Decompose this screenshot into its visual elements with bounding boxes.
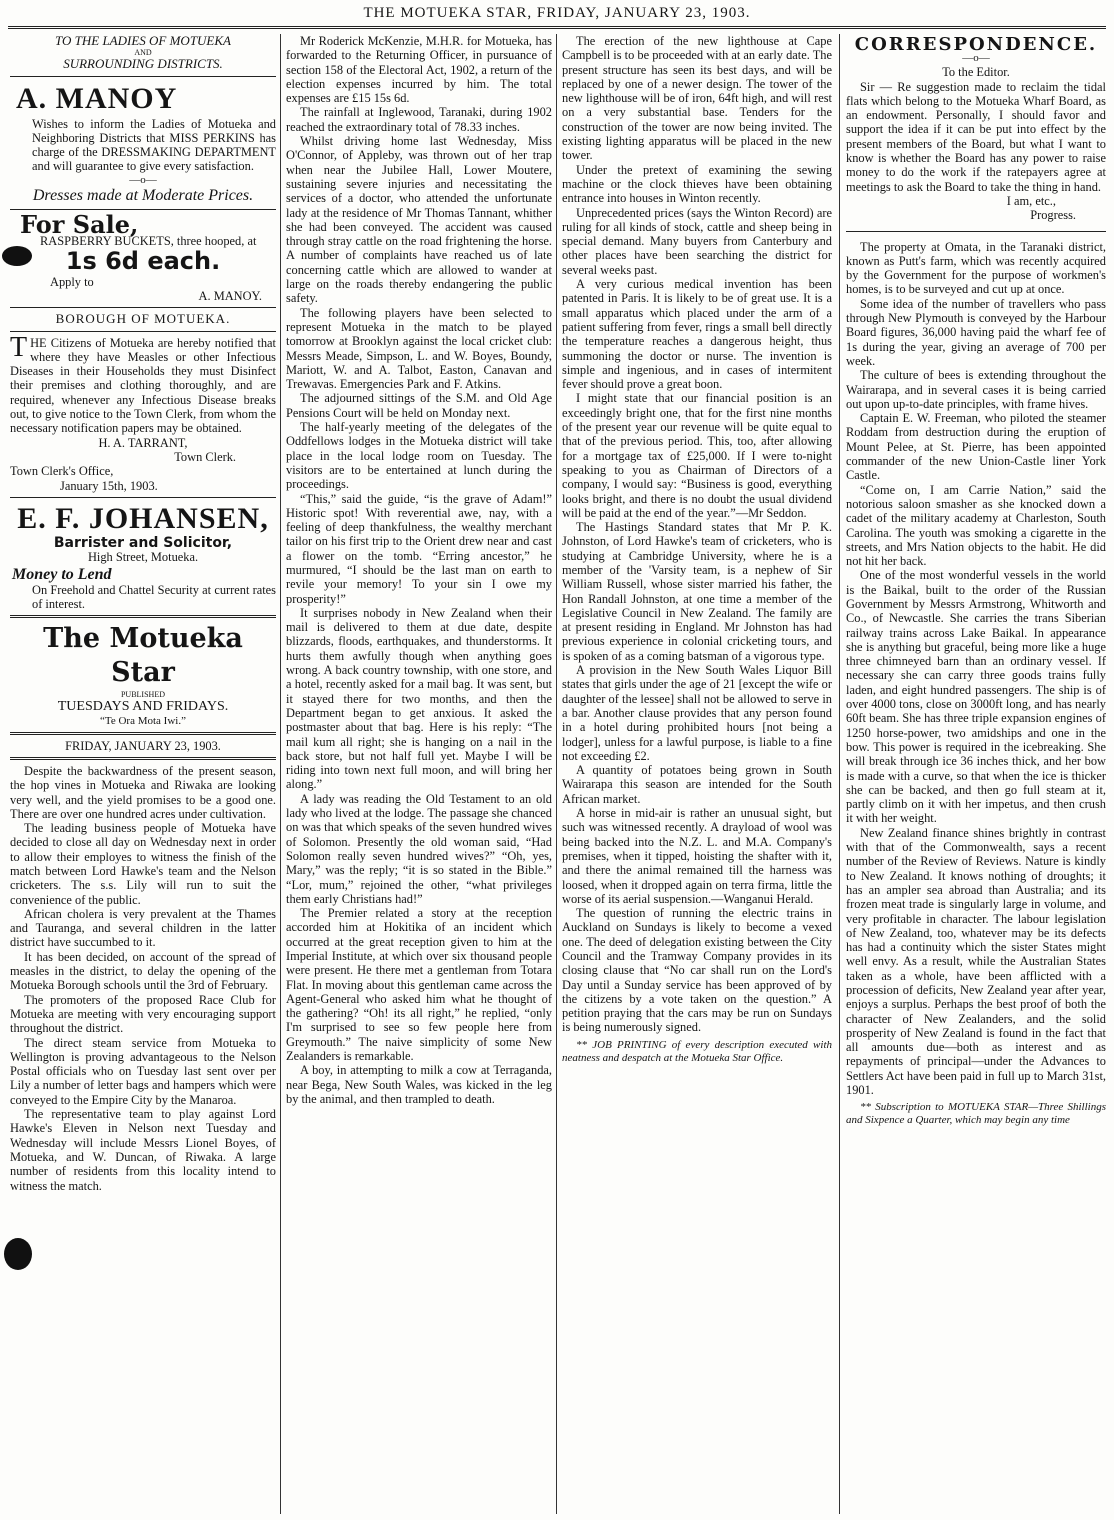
article-paragraph: It surprises nobody in New Zealand when their mail is delivered to them at due date, despite blizzards, floods, earthquakes, and thunderstorms. It hurts them awfully though when anything goes wrong. A back country township, with one store, and a hotel, recently asked for a mail bag. It was sent, but it stayed there for two months, and then the Department began to get anxious. It asked the postmaster about that bag. Here is his reply: “The mail kum all right; she is hanging on a nail in the back store, but not half full yet. Maybe I will be riding into town next full moon, and will bring her along.” [286, 605, 552, 792]
drop-cap: T [10, 331, 28, 363]
bucket-price: 1s 6d each. [65, 247, 221, 276]
column-4-articles [846, 240, 1106, 1098]
article-paragraph: The leading business people of Motueka have decided to close all day on Wednesday next in order to allow their employes to witness the finish of the match between Lord Hawke's team and the Nelson cricketers. The s.s. Lily will run to suit the convenience of the public. [10, 821, 276, 907]
high-street: High Street, Motueka. [87, 550, 199, 565]
separator: —o— [129, 173, 157, 186]
barrister-title: Barrister and Solicitor, [53, 534, 233, 551]
article-paragraph: I might state that our financial position is an exceedingly bright one, that for the first nine months of the present year our revenue will be quite equal to that of the previous period. This, too, after allowing for a mortgage tax of £25,000. If I were to-night speaking to you as Chairman of Directors of a company, I would say: “Business is good, everything looks bright, and there is no doubt the usual dividend will be paid at the end of the year.”—Mr Seddon. [562, 391, 832, 520]
article-paragraph: The adjourned sittings of the S.M. and Old Age Pensions Court will be held on Monday next. [286, 391, 552, 420]
article-paragraph: A provision in the New South Wales Liquor Bill states that girls under the age of 21 [except the wife or daughter of the lessee] shall not be allowed to serve in a bar. Another clause provides that any person found in a hotel during prohibited hours [not being a lodger], unless for a lawful purpose, is liable to a fine not exceeding £2. [562, 663, 832, 763]
article-paragraph: The rainfall at Inglewood, Taranaki, during 1902 reached the extraordinary total of 78.33 inches. [286, 105, 552, 134]
article-paragraph: “This,” said the guide, “is the grave of Adam!” Historic spot! With reverential awe, nay, with a feeling of deep thankfulness, the wealthy merchant tailor on his first trip to the Orient drew near and cast a flower on the tomb. “Erring ancestor,” he murmured, “I should be the last man on earth to revile your memory! To your sin I owe my prosperity!” [286, 491, 552, 606]
column-4 [846, 34, 1106, 1514]
article-paragraph: A lady was reading the Old Testament to an old lady who lived at the lodge. The passage she chanced on was that which speaks of the seven hundred wives of Solomon. Presently the old woman said, “Had Solomon really seven hundred wives?” “Oh, yes, Mary,” was the reply; “it is so stated in the Bible.” “Lor, mum,” rejoined the other, “what privileges them early Christians had!” [286, 791, 552, 906]
article-paragraph: The question of running the electric trains in Auckland on Sundays is likely to become a vexed one. The deed of delegation existing between the City Council and the Tramway Company provides in its closing clause that “No car shall run on the Lord's Day until a Sunday service has been approved of by the citizens by a vote taken on the question.” A petition praying that the cars may be run on Sundays is being numerously signed. [562, 906, 832, 1035]
apply-name: A. MANOY. [198, 288, 262, 303]
dresses-notice: Dresses made at Moderate Prices. [32, 186, 254, 204]
column-rule [839, 34, 840, 1514]
apply-to: Apply to [50, 274, 94, 289]
divider [10, 76, 276, 77]
article-paragraph: Mr Roderick McKenzie, M.H.R. for Motueka, has forwarded to the Returning Officer, in pursuance of section 158 of the Electoral Act, 1902, a return of the election expenses incurred by him. The total expenses are £15 15s 6d. [286, 34, 552, 106]
article-paragraph: The property at Omata, in the Taranaki district, known as Putt's farm, which was recently acquired by the Government for the purpose of workmen's homes, is to be surveyed and cut up at once. [846, 239, 1106, 297]
column-rule [280, 34, 281, 1514]
article-paragraph: The representative team to play against Lord Hawke's Eleven in Nelson next Tuesday and Wednesday will include Messrs Lionel Boyes, of Motueka, and W. Duncan, of Riwaka. A large number of residents from this locality intend to witness the match. [10, 1107, 276, 1193]
borough-notice: HE Citizens of Motueka are hereby notified that where they have Measles or other Infectious Diseases in their Households they must Disinfect their premises and clothing thoroughly, and are required, whenever any Infectious Disease breaks out, to give notice to the Town Clerk, from whom the necessary notification papers may be obtained. [10, 335, 276, 436]
job-printing-notice: ** JOB PRINTING of every description executed with neatness and despatch at the Motueka Star Office. [562, 1038, 832, 1064]
article-paragraph: A horse in mid-air is rather an unusual sight, but such was witnessed recently. A drayload of wool was being backed into the N.Z. L. and M.A. Company's premises, when it tipped, hoisting the shafter with it, and there the animal remained till the harness was loosed, when it dropped again on terra firma, little the worse of its aerial suspension.—Wanganui Herald. [562, 806, 832, 906]
divider [846, 231, 1106, 232]
article-paragraph: New Zealand finance shines brightly in contrast with that of the Commonwealth, says a recent number of the Review of Reviews. Nature is kindly to New Zealand. It knows nothing of droughts; it has an ampler sea abroad than Australia; and its frozen meat trade is singularly large in volume, and very profitable in character. The labour legislation of New Zealand, too, whatever may be its defects has had a continuity which the sister States might well envy. As a result, while the Australian States taken as a whole, have been afflicted with a procession of deficits, New Zealand year after year, enjoys a surplus. Perhaps the best proof of both the character of New Zealanders, and the solid prosperity of New Zealand is found in the fact that all amounts due—both as interest and as repayments of principal—under the Advances to Settlers Act have been paid in full up to March 31st, 1901. [846, 825, 1106, 1098]
article-paragraph: The Premier related a story at the reception accorded him at Hokitika of an incident which occurred at the great reception given to him at the Imperial Institute, at which over six thousand people were present. He there met a gentleman from Totara Flat. In moving about this gentleman came across the Agent-General who asked him what he thought of the gathering? “Oh! its all right,” he replied, “only I'm surprised to see so few people here from Greymouth.” The naive simplicity of some New Zealanders is remarkable. [286, 906, 552, 1064]
column-rule [556, 34, 557, 1514]
dressmaking-notice: Wishes to inform the Ladies of Motueka and Neighboring Districts that MISS PERKINS has charge of the DRESSMAKING DEPARTMENT and will guarantee to give every satisfaction. [32, 116, 276, 174]
article-paragraph: The culture of bees is extending throughout the Wairarapa, and in several cases it is being carried out upon up-to-date principles, with frame hives. [846, 368, 1106, 411]
article-paragraph: “Come on, I am Carrie Nation,” said the notorious saloon smasher as she knocked down a cadet of the military academy at Charleston, South Carolina. The youth was smoking a cigarette in the streets, and Mrs Nation objects to the habit. He did not hit her back. [846, 482, 1106, 569]
to-editor: To the Editor. [942, 65, 1010, 80]
money-text: On Freehold and Chattel Security at current rates of interest. [32, 582, 276, 612]
issue-date: FRIDAY, JANUARY 23, 1903. [65, 738, 221, 753]
masthead-rule [8, 26, 1106, 29]
buckets-text: RASPBERRY BUCKETS, three hooped, at [40, 234, 257, 249]
money-heading: Money to Lend [12, 566, 112, 584]
office-date: January 15th, 1903. [60, 478, 158, 493]
publication-days: TUESDAYS AND FRIDAYS. [57, 699, 229, 715]
column-1-articles [10, 764, 276, 1193]
article-paragraph: Captain E. W. Freeman, who piloted the steamer Roddam from destruction during the eruption of Mount Pelee, at St. Pierre, has been appointed commander of the new Union-Castle liner York Castle. [846, 411, 1106, 483]
article-paragraph: Despite the backwardness of the present season, the hop vines in Motueka and Riwaka are looking very well, and the yield promises to be a good one. There are over one hundred acres under cultivation. [10, 763, 276, 821]
article-paragraph: A quantity of potatoes being grown in South Wairarapa this season are intended for the South African market. [562, 763, 832, 806]
divider [10, 615, 276, 618]
correspondence-heading: CORRESPONDENCE. [854, 34, 1098, 55]
subscription-notice: ** Subscription to MOTUEKA STAR—Three Shillings and Sixpence a Quarter, which may begin any time [846, 1101, 1106, 1127]
ink-blot [2, 246, 32, 266]
ladies-line-1: TO THE LADIES OF MOTUEKA [55, 34, 231, 48]
article-paragraph: The following players have been selected to represent Motueka in the match to be played tomorrow at Brooklyn against the local cricket club: Messrs Meade, Simpson, L. and W. Boyes, Boundy, Mariott, W. and A. Talbot, Easton, Canavan and Trewavas. Emergencies Park and F. Atkins. [286, 305, 552, 392]
article-paragraph: A very curious medical invention has been patented in Paris. It is likely to be of great use. It is a small apparatus which placed under the arm of a patient suffering from fever, rings a small bell directly the temperature reaches a dangerous height, thus summoning the doctor or nurse. The invention is simple and ingenious, and in cases of intermitent fever should prove a great boon. [562, 277, 832, 392]
borough-heading: BOROUGH OF MOTUEKA. [55, 311, 231, 327]
column-3-articles [562, 34, 832, 1035]
letter-sign-2: Progress. [1030, 208, 1076, 223]
article-paragraph: Whilst driving home last Wednesday, Miss O'Connor, of Appleby, was thrown out of her trap when near the Jubilee Hall, Lower Moutere, sustaining severe injuries and necessitating the services of a doctor, who attended the unfortunate lady at the residence of Mr Thomas Tannant, whither she had been conveyed. The accident was caused through stray cattle on the road frightening the horse. A number of complaints have reached us of late concerning cattle which are allowed to wander at large on the roads thereby endangering the public safety. [286, 134, 552, 306]
column-2 [286, 34, 552, 1514]
ladies-line-2: SURROUNDING DISTRICTS. [63, 56, 223, 72]
divider [10, 732, 276, 735]
article-paragraph: Unprecedented prices (says the Winton Record) are ruling for all kinds of stock, cattle and sheep being in special demand. Many buyers from Canterbury and other places have been searching the district for several weeks past. [562, 205, 832, 277]
article-paragraph: The erection of the new lighthouse at Cape Campbell is to be proceeded with at an early date. The present structure has seen its best days, and will be replaced by one of a newer design. The tower of the new lighthouse will be of iron, 64ft high, and will rest on a very substantial base. Tenders for the construction of the tower are now being invited. The existing lighting apparatus will be placed in the new tower. [562, 34, 832, 163]
article-paragraph: The half-yearly meeting of the delegates of the Oddfellows lodges in the Motueka district will take place in the local lodge room on Tuesday. The visitors are to be entertained at lunch during the proceedings. [286, 420, 552, 492]
masthead: THE MOTUEKA STAR, FRIDAY, JANUARY 23, 1903. [363, 5, 751, 21]
article-paragraph: The Hastings Standard states that Mr P. K. Johnston, of Lord Hawke's team of cricketers, who is studying at Cambridge University, where he is a member of the 'Varsity team, is a nephew of Sir William Russell, whose sister married his father, the Hon Randall Johnston, at one time a member of the Legislative Council in New Zealand. The family are at present residing in England. Mr Johnston has had previous experience in colonial cricketing tours, and is spoken of as a coming batsman of a vigorous type. [562, 520, 832, 663]
star-title: The Motueka Star [43, 623, 243, 689]
divider [10, 331, 276, 332]
article-paragraph: It has been decided, on account of the spread of measles in the district, to delay the opening of the Motueka Borough schools until the 3rd of February. [10, 949, 276, 993]
ladies-and: AND [134, 48, 152, 58]
town-clerk-title: Town Clerk. [174, 449, 236, 464]
motto: “Te Ora Mota Iwi.” [100, 714, 186, 727]
advertiser-name: A. MANOY [16, 81, 178, 115]
ink-blot [4, 1238, 32, 1270]
article-paragraph: Under the pretext of examining the sewing machine or the clock thieves have been obtaining entrance into houses in Winton recently. [562, 162, 832, 206]
letter-text: Sir — Re suggestion made to reclaim the tidal flats which belong to the Motueka Wharf Board, as an endowment. Personally, I should favor and support the idea if it can be put into effect by the present members of the Board, but what I want to know is whether the Board has any power to raise money to do the work if the ratepayers agree at meetings to ask the Board to take the thing in hand. [846, 79, 1106, 194]
letter-sign-1: I am, etc., [1006, 193, 1056, 208]
article-paragraph: African cholera is very prevalent at the Thames and Tauranga, and several children in the latter district have succumbed to it. [10, 906, 276, 950]
divider [10, 307, 276, 308]
article-paragraph: A boy, in attempting to milk a cow at Terraganda, near Bega, New South Wales, was kicked in the leg by the animal, and then trampled to death. [286, 1063, 552, 1106]
article-paragraph: The direct steam service from Motueka to Wellington is proving advantageous to the Nelson Postal officials who on Tuesday last sent over per Lily a number of letter bags and hampers which were conveyed to the Empire City by the Manaroa. [10, 1035, 276, 1107]
article-paragraph: The promoters of the proposed Race Club for Motueka are meeting with very encouraging support throughout the district. [10, 992, 276, 1036]
column-2-articles [286, 34, 552, 1106]
article-paragraph: One of the most wonderful vessels in the world is the Baikal, built to the order of the Russian Government by Messrs Armstrong, Whitworth and Co., of Newcastle. She carries the trans Siberian railway trains across Lake Baikal. In appearance she is anything but graceful, being more like a huge three chimneyed barn than an ordinary vessel. If necessary she can carry three goods trains fully laden, and eight hundred passengers. The ship is of over 4000 tons, close on 3000ft long, and has nearly 60ft beam. She has three triple expansion engines of 1250 horse-power, two amidships and one in the bow. This power is required in the icebreaking. She will break through ice 36 inches thick, and her bow is made with a curve, so that when the ice is thicker she can be backed, and then go full steam at it, partly climb on it with her impetus, and then crush it with her weight. [846, 568, 1106, 826]
published-label: PUBLISHED [120, 690, 165, 700]
office-line: Town Clerk's Office, [10, 464, 114, 479]
divider [10, 757, 276, 760]
article-paragraph: Some idea of the number of travellers who pass through New Plymouth is conveyed by the Harbour Board figures, 36,000 having paid the wharf fee of 1s during the year, giving an average of 700 per week. [846, 296, 1106, 368]
column-1 [10, 34, 276, 1514]
for-sale-heading: For Sale, [20, 209, 139, 239]
column-3 [562, 34, 832, 1514]
tarrant-name: H. A. TARRANT, [98, 435, 188, 450]
johansen-name: E. F. JOHANSEN, [17, 501, 269, 535]
separator: —o— [962, 52, 990, 65]
divider [10, 497, 276, 498]
